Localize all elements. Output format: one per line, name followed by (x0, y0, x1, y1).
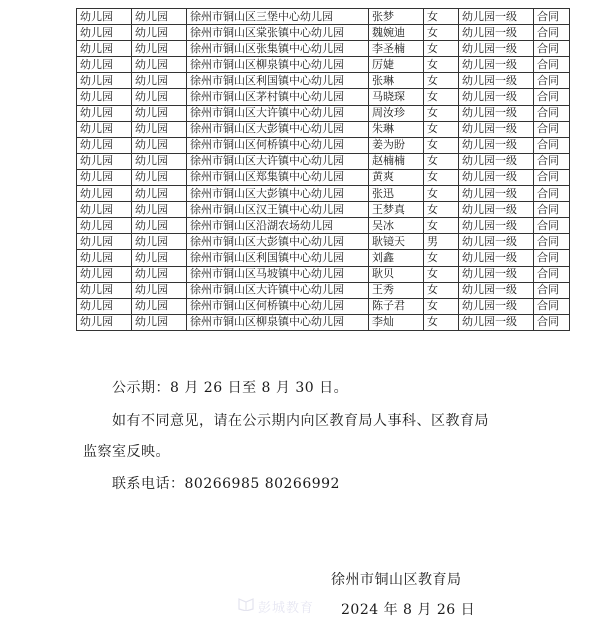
category-cell: 幼儿园 (77, 314, 132, 330)
subject-cell: 幼儿园 (132, 121, 187, 137)
table-row (77, 298, 570, 314)
table-row (77, 25, 570, 41)
category-cell: 幼儿园 (77, 218, 132, 234)
name-cell: 张迅 (369, 186, 424, 202)
school-cell: 徐州市铜山区马坡镇中心幼儿园 (187, 266, 369, 282)
title-cell: 幼儿园一级 (459, 169, 534, 185)
title-cell: 幼儿园一级 (459, 218, 534, 234)
contract-cell: 合同 (534, 202, 570, 218)
contract-cell: 合同 (534, 121, 570, 137)
teacher-roster-table (76, 8, 570, 331)
table-row (77, 153, 570, 169)
subject-cell: 幼儿园 (132, 153, 187, 169)
category-cell: 幼儿园 (77, 9, 132, 25)
gender-cell: 女 (424, 57, 459, 73)
table-row (77, 73, 570, 89)
table-row (77, 282, 570, 298)
school-cell: 徐州市铜山区大彭镇中心幼儿园 (187, 234, 369, 250)
school-cell: 徐州市铜山区大许镇中心幼儿园 (187, 282, 369, 298)
name-cell: 耿贝 (369, 266, 424, 282)
name-cell: 陈子君 (369, 298, 424, 314)
table-row (77, 234, 570, 250)
gender-cell: 女 (424, 153, 459, 169)
category-cell: 幼儿园 (77, 73, 132, 89)
title-cell: 幼儿园一级 (459, 89, 534, 105)
contract-cell: 合同 (534, 153, 570, 169)
school-cell: 徐州市铜山区大许镇中心幼儿园 (187, 153, 369, 169)
contact-phone: 联系电话：80266985 80266992 (112, 476, 340, 492)
title-cell: 幼儿园一级 (459, 105, 534, 121)
gender-cell: 女 (424, 137, 459, 153)
category-cell: 幼儿园 (77, 186, 132, 202)
category-cell: 幼儿园 (77, 89, 132, 105)
table-row (77, 218, 570, 234)
name-cell: 李圣楠 (369, 41, 424, 57)
subject-cell: 幼儿园 (132, 73, 187, 89)
category-cell: 幼儿园 (77, 298, 132, 314)
name-cell: 周汝珍 (369, 105, 424, 121)
gender-cell: 女 (424, 121, 459, 137)
gender-cell: 女 (424, 105, 459, 121)
name-cell: 魏婉迪 (369, 25, 424, 41)
subject-cell: 幼儿园 (132, 41, 187, 57)
name-cell: 耿镜天 (369, 234, 424, 250)
gender-cell: 女 (424, 282, 459, 298)
title-cell: 幼儿园一级 (459, 57, 534, 73)
gender-cell: 女 (424, 314, 459, 330)
subject-cell: 幼儿园 (132, 9, 187, 25)
subject-cell: 幼儿园 (132, 137, 187, 153)
watermark-logo-icon (238, 597, 254, 611)
contract-cell: 合同 (534, 282, 570, 298)
school-cell: 徐州市铜山区汉王镇中心幼儿园 (187, 202, 369, 218)
signature-date: 2024 年 8 月 26 日 (341, 602, 476, 618)
gender-cell: 女 (424, 41, 459, 57)
name-cell: 姜为盼 (369, 137, 424, 153)
subject-cell: 幼儿园 (132, 169, 187, 185)
table-row (77, 137, 570, 153)
title-cell: 幼儿园一级 (459, 314, 534, 330)
name-cell: 李灿 (369, 314, 424, 330)
school-cell: 徐州市铜山区张集镇中心幼儿园 (187, 41, 369, 57)
table-row (77, 202, 570, 218)
school-cell: 徐州市铜山区利国镇中心幼儿园 (187, 73, 369, 89)
table-row (77, 250, 570, 266)
category-cell: 幼儿园 (77, 25, 132, 41)
category-cell: 幼儿园 (77, 234, 132, 250)
contract-cell: 合同 (534, 169, 570, 185)
contract-cell: 合同 (534, 89, 570, 105)
contract-cell: 合同 (534, 137, 570, 153)
category-cell: 幼儿园 (77, 250, 132, 266)
name-cell: 王梦真 (369, 202, 424, 218)
contract-cell: 合同 (534, 298, 570, 314)
contract-cell: 合同 (534, 218, 570, 234)
table-row (77, 314, 570, 330)
gender-cell: 女 (424, 202, 459, 218)
title-cell: 幼儿园一级 (459, 250, 534, 266)
category-cell: 幼儿园 (77, 57, 132, 73)
school-cell: 徐州市铜山区柳泉镇中心幼儿园 (187, 57, 369, 73)
title-cell: 幼儿园一级 (459, 234, 534, 250)
subject-cell: 幼儿园 (132, 218, 187, 234)
gender-cell: 女 (424, 298, 459, 314)
title-cell: 幼儿园一级 (459, 73, 534, 89)
contract-cell: 合同 (534, 250, 570, 266)
table-row (77, 105, 570, 121)
contract-cell: 合同 (534, 266, 570, 282)
gender-cell: 女 (424, 73, 459, 89)
contract-cell: 合同 (534, 25, 570, 41)
school-cell: 徐州市铜山区沿湖农场幼儿园 (187, 218, 369, 234)
name-cell: 刘鑫 (369, 250, 424, 266)
gender-cell: 男 (424, 234, 459, 250)
title-cell: 幼儿园一级 (459, 202, 534, 218)
title-cell: 幼儿园一级 (459, 186, 534, 202)
title-cell: 幼儿园一级 (459, 41, 534, 57)
title-cell: 幼儿园一级 (459, 9, 534, 25)
table-row (77, 41, 570, 57)
contract-cell: 合同 (534, 9, 570, 25)
contract-cell: 合同 (534, 57, 570, 73)
category-cell: 幼儿园 (77, 153, 132, 169)
school-cell: 徐州市铜山区大彭镇中心幼儿园 (187, 186, 369, 202)
school-cell: 徐州市铜山区三堡中心幼儿园 (187, 9, 369, 25)
school-cell: 徐州市铜山区茅村镇中心幼儿园 (187, 89, 369, 105)
name-cell: 张琳 (369, 73, 424, 89)
subject-cell: 幼儿园 (132, 57, 187, 73)
name-cell: 王秀 (369, 282, 424, 298)
roster-body (77, 9, 570, 331)
school-cell: 徐州市铜山区利国镇中心幼儿园 (187, 250, 369, 266)
subject-cell: 幼儿园 (132, 234, 187, 250)
school-cell: 徐州市铜山区柳泉镇中心幼儿园 (187, 314, 369, 330)
name-cell: 张梦 (369, 9, 424, 25)
name-cell: 赵楠楠 (369, 153, 424, 169)
name-cell: 朱琳 (369, 121, 424, 137)
category-cell: 幼儿园 (77, 266, 132, 282)
name-cell: 吴冰 (369, 218, 424, 234)
subject-cell: 幼儿园 (132, 25, 187, 41)
gender-cell: 女 (424, 25, 459, 41)
table-row (77, 57, 570, 73)
table-row (77, 121, 570, 137)
title-cell: 幼儿园一级 (459, 121, 534, 137)
category-cell: 幼儿园 (77, 202, 132, 218)
name-cell: 黄爽 (369, 169, 424, 185)
subject-cell: 幼儿园 (132, 186, 187, 202)
contract-cell: 合同 (534, 41, 570, 57)
gender-cell: 女 (424, 218, 459, 234)
subject-cell: 幼儿园 (132, 314, 187, 330)
title-cell: 幼儿园一级 (459, 137, 534, 153)
contract-cell: 合同 (534, 186, 570, 202)
notice-feedback-line2: 监察室反映。 (83, 444, 170, 460)
table-row (77, 169, 570, 185)
subject-cell: 幼儿园 (132, 266, 187, 282)
subject-cell: 幼儿园 (132, 89, 187, 105)
school-cell: 徐州市铜山区郑集镇中心幼儿园 (187, 169, 369, 185)
subject-cell: 幼儿园 (132, 282, 187, 298)
title-cell: 幼儿园一级 (459, 25, 534, 41)
table-row (77, 266, 570, 282)
signature-org: 徐州市铜山区教育局 (331, 572, 462, 588)
gender-cell: 女 (424, 250, 459, 266)
school-cell: 徐州市铜山区何桥镇中心幼儿园 (187, 298, 369, 314)
contract-cell: 合同 (534, 105, 570, 121)
notice-feedback-line1: 如有不同意见，请在公示期内向区教育局人事科、区教育局 (112, 413, 489, 429)
category-cell: 幼儿园 (77, 105, 132, 121)
title-cell: 幼儿园一级 (459, 266, 534, 282)
gender-cell: 女 (424, 266, 459, 282)
table-row (77, 186, 570, 202)
contract-cell: 合同 (534, 314, 570, 330)
subject-cell: 幼儿园 (132, 298, 187, 314)
school-cell: 徐州市铜山区大彭镇中心幼儿园 (187, 121, 369, 137)
table-row (77, 9, 570, 25)
name-cell: 马晓琛 (369, 89, 424, 105)
contract-cell: 合同 (534, 234, 570, 250)
notice-period: 公示期：8 月 26 日至 8 月 30 日。 (112, 380, 349, 396)
gender-cell: 女 (424, 186, 459, 202)
name-cell: 厉婕 (369, 57, 424, 73)
watermark-text: 彭城教育 (258, 601, 315, 616)
school-cell: 徐州市铜山区大许镇中心幼儿园 (187, 105, 369, 121)
category-cell: 幼儿园 (77, 169, 132, 185)
title-cell: 幼儿园一级 (459, 282, 534, 298)
school-cell: 徐州市铜山区棠张镇中心幼儿园 (187, 25, 369, 41)
gender-cell: 女 (424, 89, 459, 105)
gender-cell: 女 (424, 169, 459, 185)
category-cell: 幼儿园 (77, 41, 132, 57)
category-cell: 幼儿园 (77, 282, 132, 298)
title-cell: 幼儿园一级 (459, 153, 534, 169)
category-cell: 幼儿园 (77, 121, 132, 137)
subject-cell: 幼儿园 (132, 250, 187, 266)
table-row (77, 89, 570, 105)
gender-cell: 女 (424, 9, 459, 25)
title-cell: 幼儿园一级 (459, 298, 534, 314)
subject-cell: 幼儿园 (132, 105, 187, 121)
subject-cell: 幼儿园 (132, 202, 187, 218)
school-cell: 徐州市铜山区何桥镇中心幼儿园 (187, 137, 369, 153)
category-cell: 幼儿园 (77, 137, 132, 153)
contract-cell: 合同 (534, 73, 570, 89)
